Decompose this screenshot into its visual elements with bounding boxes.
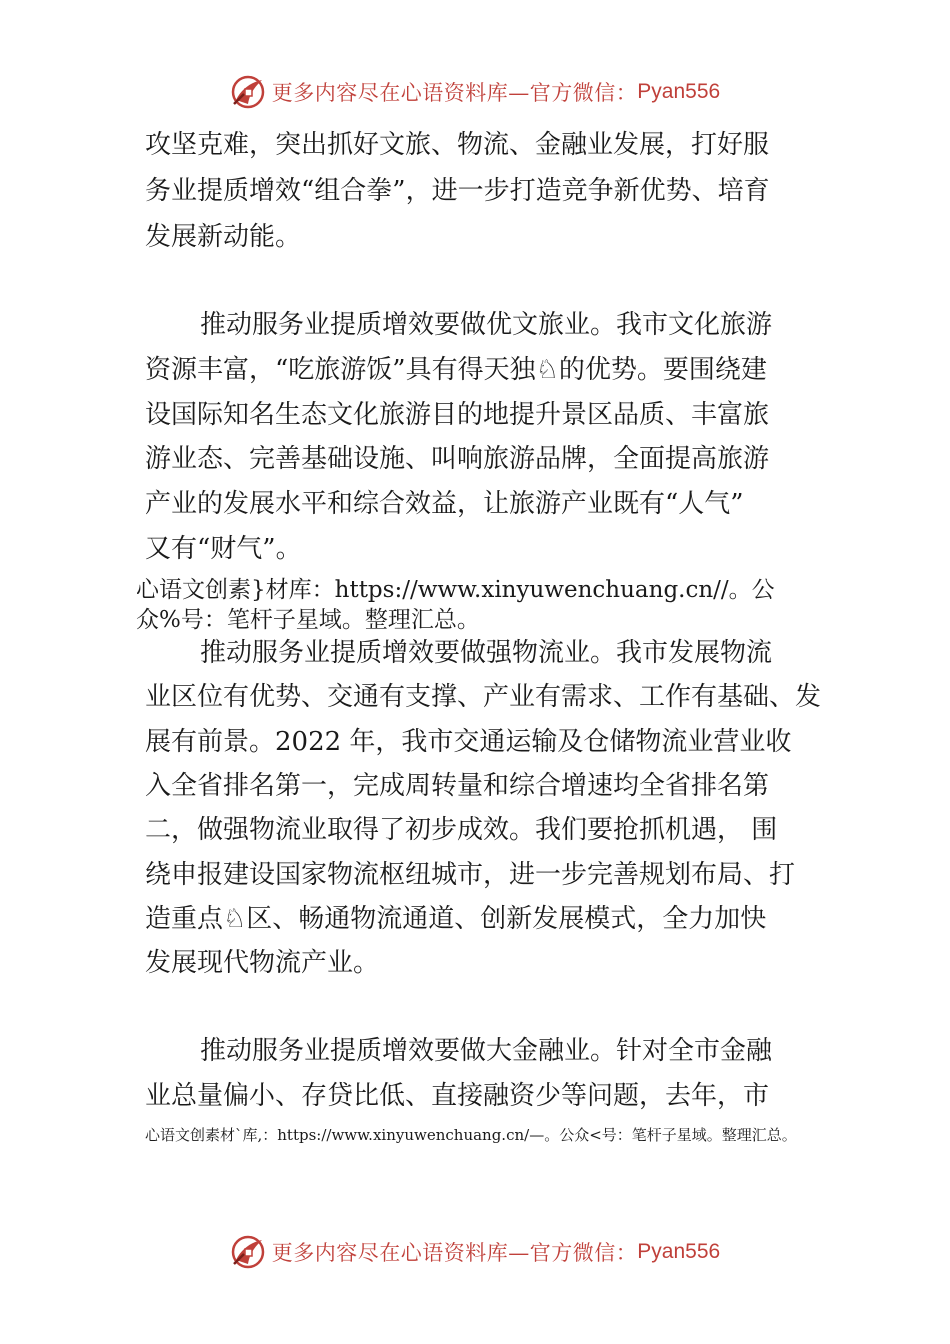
paragraph-line: 推动服务业提质增效要做优文旅业。我市文化旅游 [200,310,773,340]
paragraph-line: 产业的发展水平和综合效益，让旅游产业既有“人气” [145,489,744,519]
header-banner [0,70,950,114]
paragraph-line: 攻坚克难，突出抓好文旅、物流、金融业发展，打好服 [145,130,770,160]
paragraph-line: 设国际知名生态文化旅游目的地提升景区品质、丰富旅 [145,400,770,430]
paragraph-line: 入全省排名第一，完成周转量和综合增速均全省排名第 [145,771,770,801]
paragraph-line: 推动服务业提质增效要做强物流业。我市发展物流 [200,638,773,668]
banner-wechat-id: Pyan556 [637,1240,721,1263]
paragraph-line: 务业提质增效“组合拳”，进一步打造竞争新优势、培育 [145,176,770,206]
banner-text: 更多内容尽在心语资料库—官方微信： [271,81,638,105]
paragraph-line: 展有前景。2022 年，我市交通运输及仓储物流业营业收 [145,727,792,757]
paragraph-line: 推动服务业提质增效要做大金融业。针对全市金融 [200,1036,773,1066]
paragraph-line: 业区位有优势、交通有支撑、产业有需求、工作有基础、发 [145,682,822,712]
seal-logo-icon [230,1234,266,1270]
paragraph-line: 绕申报建设国家物流枢纽城市，进一步完善规划布局、打 [145,860,796,890]
paragraph-line: 游业态、完善基础设施、叫响旅游品牌，全面提高旅游 [145,444,770,474]
source-note-line: 心语文创素}材库：https://www.xinyuwenchuang.cn//。公 [136,577,775,603]
banner-text: 更多内容尽在心语资料库—官方微信： [271,1241,638,1265]
banner-wechat-id: Pyan556 [637,80,721,103]
paragraph-line: 业总量偏小、存贷比低、直接融资少等问题，去年，市 [145,1081,770,1111]
paragraph-line: 发展新动能。 [145,222,302,252]
seal-logo-icon [230,74,266,110]
footnote: 心语文创素材`库,：https://www.xinyuwenchuang.cn/—。公众<号：笔杆子星域。整理汇总。 [145,1126,797,1144]
paragraph-line: 二，做强物流业取得了初步成效。我们要抢抓机遇， 围 [145,815,778,845]
paragraph-line: 发展现代物流产业。 [145,948,380,978]
paragraph-line: 造重点♘区、畅通物流通道、创新发展模式，全力加快 [145,904,767,934]
paragraph-line: 资源丰富，“吃旅游饭”具有得天独♘的优势。要围绕建 [145,355,767,385]
footer-banner [0,1230,950,1274]
paragraph-line: 又有“财气”。 [145,534,302,564]
source-note-line: 众%号：笔杆子星域。整理汇总。 [136,607,480,633]
